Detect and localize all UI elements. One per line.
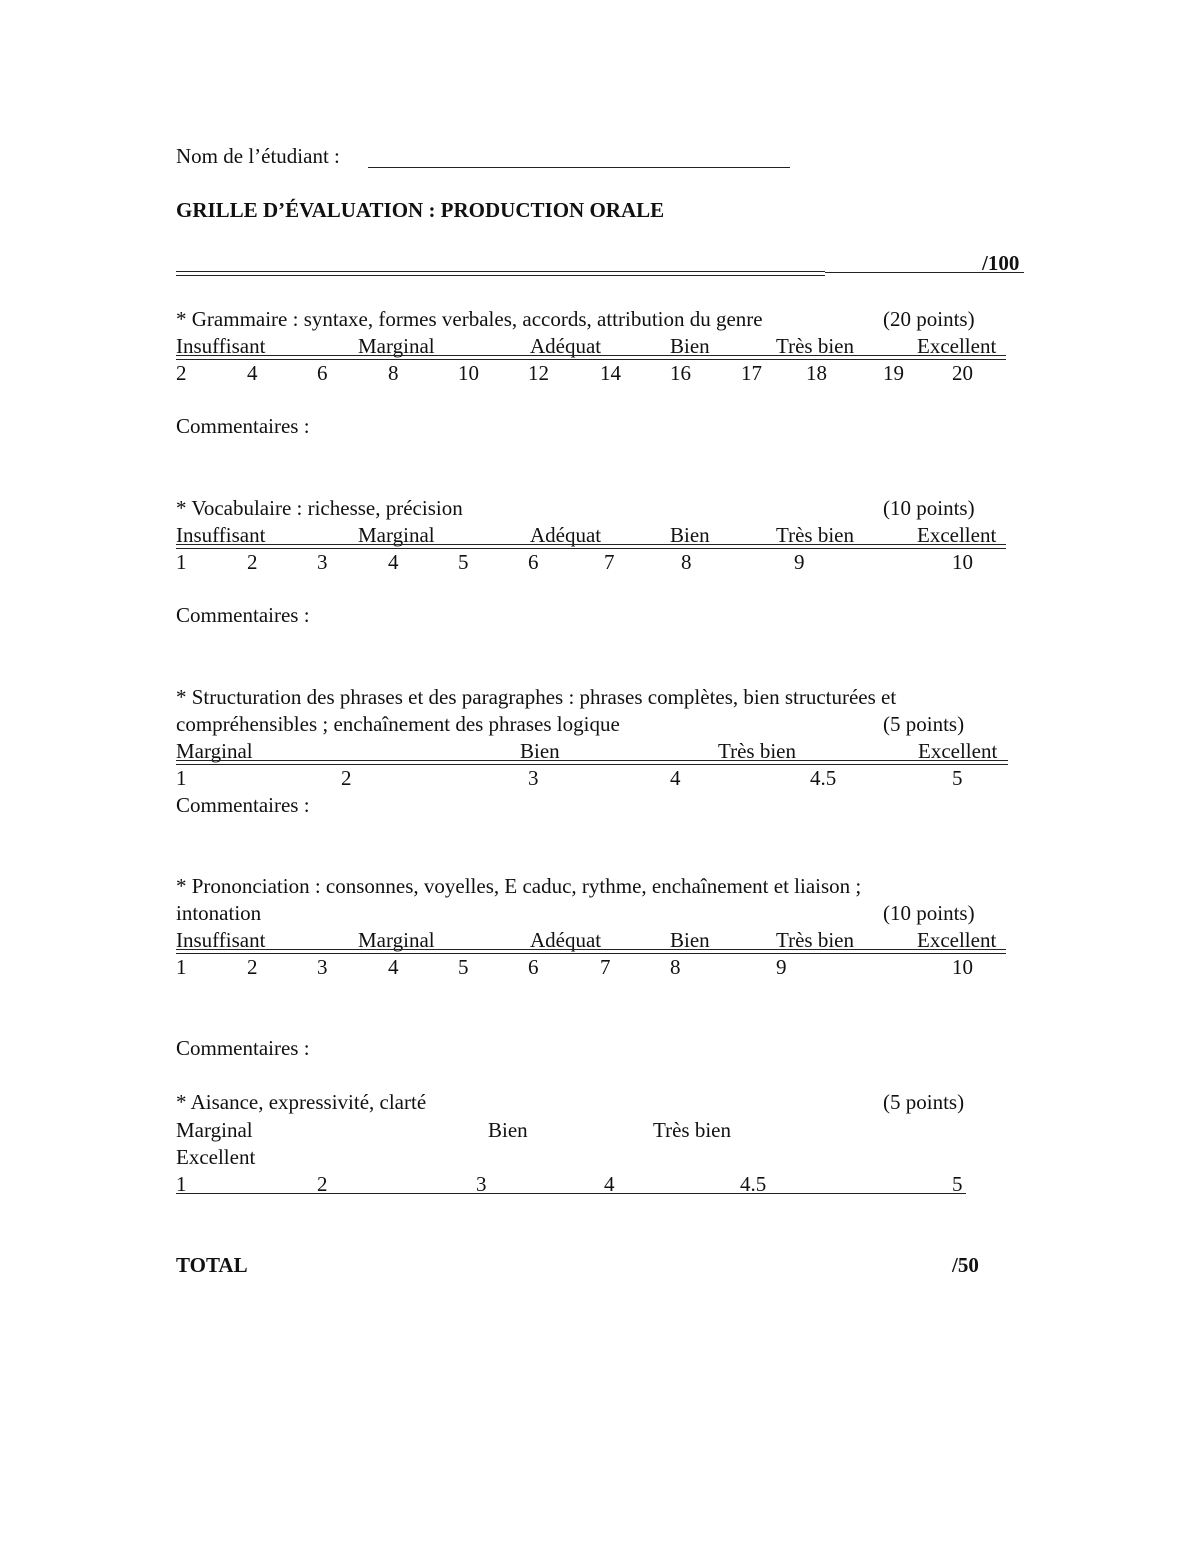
divider — [176, 271, 825, 276]
section-heading: * Grammaire : syntaxe, formes verbales, accords, attribution du genre — [176, 307, 763, 331]
section-heading-cont: compréhensibles ; enchaînement des phrases logique — [176, 712, 620, 736]
student-name-line[interactable] — [368, 167, 790, 168]
score-option[interactable]: 19 — [883, 361, 904, 385]
score-option[interactable]: 1 — [176, 1172, 187, 1196]
score-option[interactable]: 4.5 — [810, 766, 837, 790]
level-label: Excellent — [917, 928, 997, 952]
section-heading: * Prononciation : consonnes, voyelles, E caduc, rythme, enchaînement et liaison ; — [176, 874, 862, 898]
score-option[interactable]: 10 — [952, 550, 973, 574]
level-label: Marginal — [176, 739, 253, 763]
comments-label: Commentaires : — [176, 793, 310, 817]
section-heading-cont: intonation — [176, 901, 262, 925]
comments-label: Commentaires : — [176, 414, 310, 438]
level-label: Adéquat — [530, 523, 602, 547]
level-label: Bien — [488, 1118, 528, 1142]
score-option[interactable]: 7 — [604, 550, 615, 574]
level-label: Très bien — [776, 928, 854, 952]
level-label: Excellent — [917, 334, 997, 358]
level-label: Excellent — [918, 739, 998, 763]
level-underline — [176, 760, 1008, 765]
level-label: Insuffisant — [176, 523, 266, 547]
score-option[interactable]: 2 — [176, 361, 187, 385]
section-heading: * Structuration des phrases et des paragraphes : phrases complètes, bien structurées et — [176, 685, 897, 709]
score-option[interactable]: 18 — [806, 361, 827, 385]
score-option[interactable]: 8 — [670, 955, 681, 979]
score-option[interactable]: 9 — [776, 955, 787, 979]
score-option[interactable]: 12 — [528, 361, 549, 385]
level-underline — [176, 949, 1006, 954]
level-label: Insuffisant — [176, 928, 266, 952]
score-option[interactable]: 10 — [952, 955, 973, 979]
level-label: Marginal — [358, 523, 435, 547]
score-option[interactable]: 2 — [317, 1172, 328, 1196]
score-option[interactable]: 7 — [600, 955, 611, 979]
score-option[interactable]: 17 — [741, 361, 762, 385]
score-option[interactable]: 6 — [317, 361, 328, 385]
level-label: Excellent — [917, 523, 997, 547]
level-label: Adéquat — [530, 928, 602, 952]
level-label: Bien — [670, 523, 710, 547]
score-option[interactable]: 2 — [247, 550, 258, 574]
level-label: Insuffisant — [176, 334, 266, 358]
score-option[interactable]: 10 — [458, 361, 479, 385]
level-label: Marginal — [176, 1118, 253, 1142]
score-option[interactable]: 16 — [670, 361, 691, 385]
level-label: Marginal — [358, 928, 435, 952]
level-label: Très bien — [718, 739, 796, 763]
score-option[interactable]: 3 — [476, 1172, 487, 1196]
level-underline — [176, 355, 1006, 360]
score-option[interactable]: 6 — [528, 550, 539, 574]
student-name-label: Nom de l’étudiant : — [176, 144, 340, 168]
page-title: GRILLE D’ÉVALUATION : PRODUCTION ORALE — [176, 198, 665, 222]
score-option[interactable]: 4 — [604, 1172, 615, 1196]
section-points: (5 points) — [883, 1090, 965, 1114]
score-option[interactable]: 1 — [176, 550, 187, 574]
score-option[interactable]: 3 — [317, 955, 328, 979]
score-option[interactable]: 1 — [176, 955, 187, 979]
grand-total: /100 — [982, 251, 1020, 275]
score-option[interactable]: 5 — [952, 766, 963, 790]
level-label: Excellent — [176, 1145, 256, 1169]
score-option[interactable]: 5 — [458, 955, 469, 979]
level-label: Bien — [670, 928, 710, 952]
level-label: Très bien — [653, 1118, 731, 1142]
level-label: Bien — [520, 739, 560, 763]
score-underline — [176, 1193, 966, 1194]
comments-label: Commentaires : — [176, 603, 310, 627]
level-label: Marginal — [358, 334, 435, 358]
score-option[interactable]: 6 — [528, 955, 539, 979]
section-heading: * Aisance, expressivité, clarté — [176, 1090, 427, 1114]
comments-label: Commentaires : — [176, 1036, 310, 1060]
section-points: (20 points) — [883, 307, 975, 331]
section-points: (5 points) — [883, 712, 965, 736]
score-option[interactable]: 4.5 — [740, 1172, 767, 1196]
score-option[interactable]: 3 — [317, 550, 328, 574]
level-underline — [176, 544, 1006, 549]
score-option[interactable]: 4 — [247, 361, 258, 385]
section-points: (10 points) — [883, 496, 975, 520]
score-option[interactable]: 8 — [681, 550, 692, 574]
total-value: /50 — [952, 1253, 979, 1277]
level-label: Bien — [670, 334, 710, 358]
section-points: (10 points) — [883, 901, 975, 925]
score-option[interactable]: 4 — [670, 766, 681, 790]
score-option[interactable]: 5 — [458, 550, 469, 574]
score-option[interactable]: 4 — [388, 955, 399, 979]
score-option[interactable]: 2 — [341, 766, 352, 790]
score-option[interactable]: 4 — [388, 550, 399, 574]
section-heading: * Vocabulaire : richesse, précision — [176, 496, 463, 520]
total-label: TOTAL — [176, 1253, 248, 1277]
score-option[interactable]: 5 — [952, 1172, 963, 1196]
level-label: Très bien — [776, 334, 854, 358]
score-option[interactable]: 2 — [247, 955, 258, 979]
level-label: Adéquat — [530, 334, 602, 358]
score-option[interactable]: 14 — [600, 361, 621, 385]
score-option[interactable]: 3 — [528, 766, 539, 790]
level-label: Très bien — [776, 523, 854, 547]
score-option[interactable]: 8 — [388, 361, 399, 385]
score-option[interactable]: 1 — [176, 766, 187, 790]
score-option[interactable]: 20 — [952, 361, 973, 385]
score-option[interactable]: 9 — [794, 550, 805, 574]
